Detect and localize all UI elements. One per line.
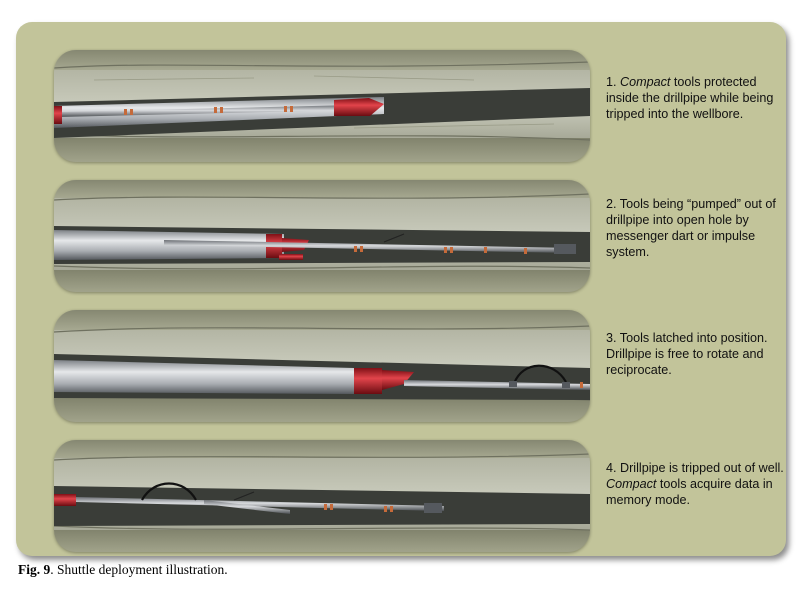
- stage-3-illustration: [54, 310, 590, 422]
- step-4-description: 4. Drillpipe is tripped out of well. Compact tools acquire data in memory mode.: [606, 461, 784, 507]
- stage-4-illustration: [54, 440, 590, 552]
- figure-panel: [16, 22, 786, 556]
- figure-caption: Fig. 9. Shuttle deployment illustration.: [18, 562, 228, 577]
- stage-1-illustration: [54, 50, 590, 162]
- step-3-description: 3. Tools latched into position. Drillpipe is free to rotate and reciprocate.: [606, 331, 768, 377]
- figure-label: Fig. 9: [18, 562, 51, 577]
- stage-2-illustration: [54, 180, 590, 292]
- figure-caption-text: Shuttle deployment illustration.: [57, 562, 228, 577]
- step-1-description: 1. Compact tools protected inside the drillpipe while being tripped into the wellbore.: [606, 75, 774, 121]
- step-2-description: 2. Tools being “pumped” out of drillpipe into open hole by messenger dart or impulse system.: [606, 197, 776, 259]
- red-sub-fitting: [54, 494, 76, 506]
